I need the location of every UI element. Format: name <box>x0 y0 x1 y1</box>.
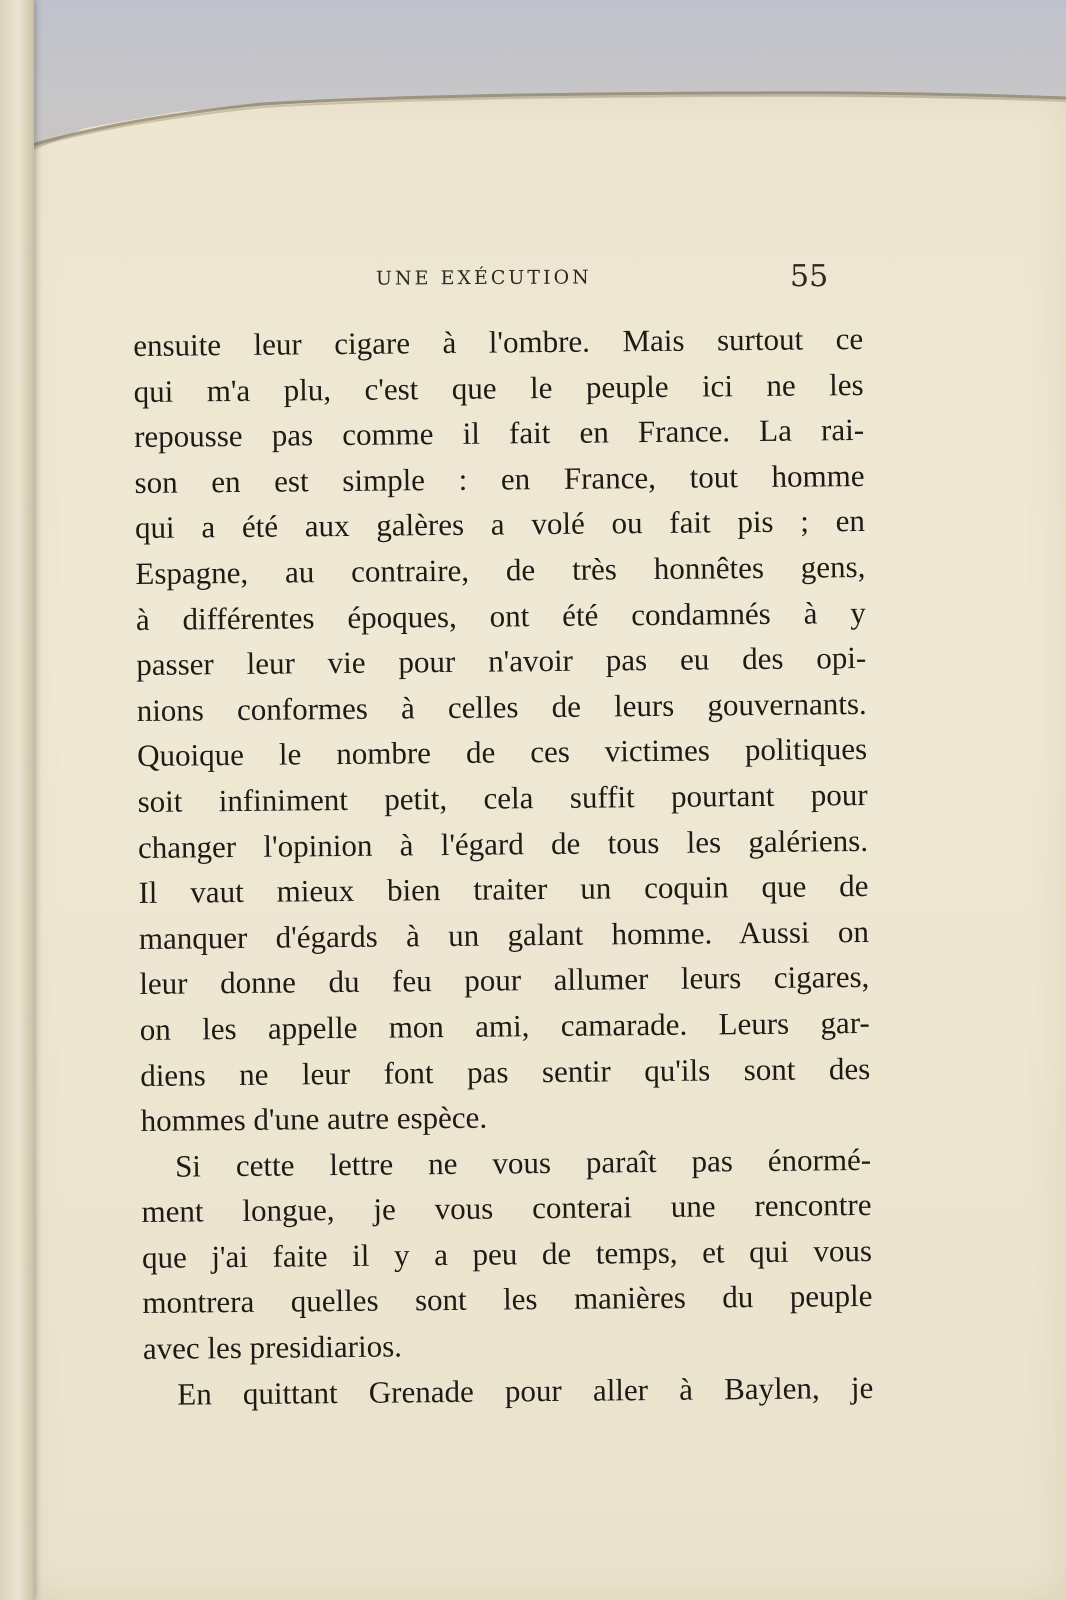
text-line: avec les presidiarios. <box>142 1328 403 1367</box>
text-line: hommes d'une autre espèce. <box>140 1099 488 1139</box>
text-line: manquer d'égards à un galant homme. Aussi on <box>138 913 870 956</box>
text-line: soit infiniment petit, cela suffit pourtant pour <box>137 776 868 819</box>
text-line: repousse pas comme il fait en France. La rai- <box>133 412 865 455</box>
text-line: leur donne du feu pour allumer leurs cigares, <box>139 959 870 1002</box>
text-line: En quittant Grenade pour aller à Baylen, je <box>177 1369 874 1412</box>
text-line: on les appelle mon ami, camarade. Leurs gar- <box>139 1004 870 1047</box>
page-number: 55 <box>790 259 829 294</box>
text-line: Si cette lettre ne vous paraît pas énormé- <box>174 1141 872 1184</box>
text-line: Espagne, au contraire, de très honnêtes gens, <box>135 548 866 591</box>
paragraph <box>143 1365 873 1418</box>
text-line: Il vaut mieux bien traiter un coquin que de <box>138 868 869 911</box>
text-line: nions conformes à celles de leurs gouvernants. <box>136 685 867 728</box>
text-line: passer leur vie pour n'avoir pas eu des opi- <box>136 640 867 683</box>
text-line: son en est simple : en France, tout homme <box>134 457 865 500</box>
text-line: qui m'a plu, c'est que le peuple ici ne les <box>133 366 864 409</box>
text-line: montrera quelles sont les manières du peuple <box>142 1278 873 1321</box>
body-text <box>133 316 873 1417</box>
text-line: que j'ai faite il y a peu de temps, et qui vous <box>141 1232 873 1275</box>
text-line: ensuite leur cigare à l'ombre. Mais surtout ce <box>133 320 864 363</box>
text-line: Quoique le nombre de ces victimes politiques <box>136 731 868 774</box>
text-line: qui a été aux galères a volé ou fait pis ; en <box>134 503 866 546</box>
paragraph <box>133 316 871 1144</box>
left-page-edge <box>0 0 34 1600</box>
text-line: à différentes époques, ont été condamnés à y <box>135 594 866 637</box>
text-line: diens ne leur font pas sentir qu'ils sont des <box>140 1050 871 1093</box>
running-head: UNE EXÉCUTION <box>375 266 592 290</box>
text-line: ment longue, je vous conterai une rencontre <box>141 1187 872 1230</box>
paragraph <box>141 1137 873 1372</box>
text-line: changer l'opinion à l'égard de tous les galériens. <box>137 822 869 865</box>
